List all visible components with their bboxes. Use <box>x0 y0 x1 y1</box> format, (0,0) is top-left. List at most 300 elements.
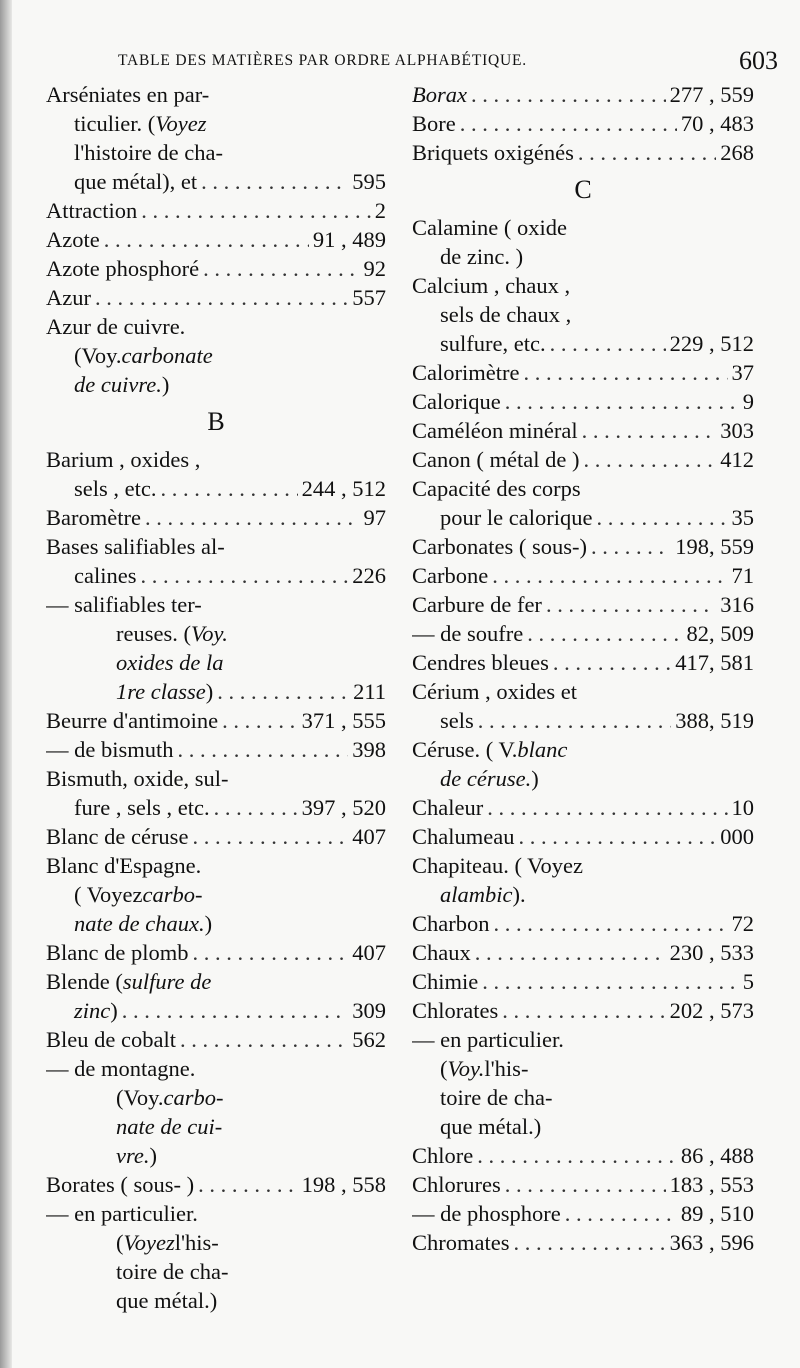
index-line <box>412 109 754 138</box>
index-entry <box>412 532 754 561</box>
index-line <box>412 474 754 503</box>
index-line <box>46 341 386 370</box>
entry-text-italic: de céruse. <box>440 766 532 791</box>
page-reference: 2 <box>374 198 386 223</box>
entry-text: Borates ( sous- ) <box>46 1172 195 1197</box>
entry-text-italic: sulfure de <box>122 969 212 994</box>
page-reference: 595 <box>352 169 386 194</box>
index-line <box>46 532 386 561</box>
index-entry <box>412 793 754 822</box>
index-line <box>46 312 386 341</box>
page-reference: 37 <box>731 360 754 385</box>
index-entry <box>46 590 386 706</box>
index-entry <box>412 590 754 619</box>
entry-text: — en particulier. <box>412 1027 564 1052</box>
entry-text-italic: Voyez <box>155 111 207 136</box>
dot-leader <box>513 1228 665 1257</box>
dot-leader <box>482 967 739 996</box>
page-reference: 417, 581 <box>675 650 754 675</box>
page-reference: 71 <box>731 563 754 588</box>
index-line <box>412 1199 754 1228</box>
index-line <box>412 880 754 909</box>
index-entry <box>412 1141 754 1170</box>
index-entry <box>412 1199 754 1228</box>
entry-text: que métal.) <box>116 1288 218 1313</box>
index-entry <box>46 312 386 399</box>
index-line <box>412 1112 754 1141</box>
entry-text: Carbure de fer <box>412 592 542 617</box>
index-line <box>46 793 386 822</box>
index-entry <box>46 196 386 225</box>
index-entry <box>412 1170 754 1199</box>
running-head <box>118 46 778 76</box>
dot-leader <box>583 445 716 474</box>
index-line <box>412 590 754 619</box>
index-line <box>46 196 386 225</box>
entry-text: Baromètre <box>46 505 141 530</box>
index-entry <box>46 706 386 735</box>
index-line <box>412 1228 754 1257</box>
index-line <box>412 706 754 735</box>
page-reference: 86 , 488 <box>680 1143 754 1168</box>
index-entry <box>412 1228 754 1257</box>
dot-leader <box>140 561 348 590</box>
index-entry <box>412 1025 754 1141</box>
entry-text: — de soufre <box>412 621 524 646</box>
index-entry <box>412 138 754 167</box>
entry-text: — de montagne. <box>46 1056 196 1081</box>
index-line <box>46 1228 386 1257</box>
index-line <box>46 138 386 167</box>
page-reference: 72 <box>731 911 754 936</box>
section-letter: C <box>574 175 592 204</box>
index-line <box>412 1025 754 1054</box>
dot-leader <box>487 793 727 822</box>
entry-text-italic: Voy. <box>447 1056 485 1081</box>
entry-text: Bore <box>412 111 456 136</box>
dot-leader <box>475 938 666 967</box>
index-entry <box>412 938 754 967</box>
index-entry <box>46 1170 386 1199</box>
page-reference: 309 <box>352 998 386 1023</box>
dot-leader <box>494 909 728 938</box>
index-line <box>46 735 386 764</box>
entry-text-italic: Voy. <box>190 621 228 646</box>
dot-leader <box>192 938 348 967</box>
entry-text: Charbon <box>412 911 490 936</box>
index-line <box>412 1170 754 1199</box>
section-letter: B <box>207 407 225 436</box>
entry-text-italic: 1re classe <box>116 679 206 704</box>
index-entry <box>412 416 754 445</box>
entry-text: — de phosphore <box>412 1201 561 1226</box>
index-line <box>46 619 386 648</box>
index-line <box>412 909 754 938</box>
index-line <box>412 1083 754 1112</box>
index-entry <box>412 561 754 590</box>
index-entry <box>46 283 386 312</box>
dot-leader <box>582 416 717 445</box>
index-line <box>412 80 754 109</box>
entry-text: Azur <box>46 285 91 310</box>
entry-text: Beurre d'antimoine <box>46 708 219 733</box>
index-entry <box>412 619 754 648</box>
entry-text-italic: Borax <box>412 82 467 107</box>
index-column-right <box>412 80 754 1257</box>
index-line <box>46 80 386 109</box>
entry-text: (Voy. <box>74 343 122 368</box>
entry-text: Calorimètre <box>412 360 520 385</box>
entry-text-italic: alambic <box>440 882 513 907</box>
index-line <box>46 677 386 706</box>
entry-text: Bismuth, oxide, sul- <box>46 766 229 791</box>
page-reference: 5 <box>742 969 754 994</box>
index-line <box>412 648 754 677</box>
entry-text: calines <box>74 563 137 588</box>
entry-text: Carbone <box>412 563 489 588</box>
dot-leader <box>505 1170 666 1199</box>
entry-text-italic: nate de cui- <box>116 1114 223 1139</box>
page-reference: 407 <box>352 824 386 849</box>
index-line <box>412 300 754 329</box>
page-reference: 562 <box>352 1027 386 1052</box>
dot-leader <box>217 677 349 706</box>
index-entry <box>412 967 754 996</box>
index-line <box>46 1170 386 1199</box>
index-line <box>46 1112 386 1141</box>
dot-leader <box>527 619 682 648</box>
entry-text-italic: oxides de la <box>116 650 224 675</box>
entry-text: pour le calorique <box>440 505 593 530</box>
entry-text-italic: Voyez <box>123 1230 175 1255</box>
index-entry <box>46 225 386 254</box>
entry-text: que métal), et <box>74 169 198 194</box>
index-entry <box>412 271 754 358</box>
index-line <box>412 532 754 561</box>
entry-text: Bases salifiables al- <box>46 534 225 559</box>
index-entry <box>412 358 754 387</box>
page-reference: 397 , 520 <box>301 795 386 820</box>
dot-leader <box>477 1141 677 1170</box>
page-reference: 202 , 573 <box>669 998 754 1023</box>
entry-text: Carbonates ( sous-) <box>412 534 587 559</box>
dot-leader <box>192 822 348 851</box>
index-entry <box>46 851 386 938</box>
index-line <box>46 1286 386 1315</box>
index-entry <box>46 822 386 851</box>
index-line <box>412 735 754 764</box>
page-reference: 229 , 512 <box>669 331 754 356</box>
index-line <box>46 109 386 138</box>
entry-text: Blanc de céruse <box>46 824 189 849</box>
dot-leader <box>198 1170 298 1199</box>
page-reference: 388, 519 <box>675 708 754 733</box>
entry-text: Briquets oxigénés <box>412 140 574 165</box>
page-reference: 230 , 533 <box>669 940 754 965</box>
dot-leader <box>578 138 716 167</box>
index-line <box>412 851 754 880</box>
entry-text: Chalumeau <box>412 824 515 849</box>
entry-text: de zinc. ) <box>440 244 524 269</box>
entry-text: Cendres bleues <box>412 650 549 675</box>
dot-leader <box>546 590 716 619</box>
index-line <box>412 445 754 474</box>
entry-text: Chlorures <box>412 1172 501 1197</box>
index-line <box>46 764 386 793</box>
index-line <box>46 880 386 909</box>
index-entry <box>46 1025 386 1054</box>
entry-text: Blende ( <box>46 969 123 994</box>
page-reference: 70 , 483 <box>680 111 754 136</box>
entry-text: Céruse. ( V. <box>412 737 518 762</box>
index-line <box>46 370 386 399</box>
entry-text: Azur de cuivre. <box>46 314 186 339</box>
entry-text: Calorique <box>412 389 501 414</box>
entry-text: Chapiteau. ( Voyez <box>412 853 584 878</box>
index-line <box>46 445 386 474</box>
entry-text: ( <box>116 1230 124 1255</box>
page-reference: 91 , 489 <box>312 227 386 252</box>
index-line <box>412 138 754 167</box>
index-line <box>46 996 386 1025</box>
entry-text: Arséniates en par- <box>46 82 210 107</box>
dot-leader <box>104 225 309 254</box>
dot-leader <box>518 822 716 851</box>
index-line <box>412 1054 754 1083</box>
entry-text: reuses. ( <box>116 621 191 646</box>
dot-leader <box>471 80 666 109</box>
index-line <box>412 996 754 1025</box>
page-reference: 198, 559 <box>675 534 754 559</box>
dot-leader <box>95 283 348 312</box>
index-line <box>46 254 386 283</box>
index-entry <box>46 764 386 822</box>
dot-leader <box>201 167 348 196</box>
dot-leader <box>502 996 665 1025</box>
entry-text: — salifiables ter- <box>46 592 202 617</box>
index-line <box>412 677 754 706</box>
index-entry <box>46 735 386 764</box>
page-reference: 183 , 553 <box>669 1172 754 1197</box>
page-reference: 226 <box>352 563 386 588</box>
dot-leader <box>122 996 349 1025</box>
index-line <box>46 225 386 254</box>
index-entry <box>412 80 754 109</box>
entry-text: — de bismuth <box>46 737 174 762</box>
index-entry <box>46 80 386 196</box>
index-line <box>46 283 386 312</box>
dot-leader <box>222 706 298 735</box>
entry-text: Azote phosphoré <box>46 256 200 281</box>
index-line <box>46 474 386 503</box>
index-line <box>46 1141 386 1170</box>
entry-text: toire de cha- <box>116 1259 229 1284</box>
index-entry <box>412 445 754 474</box>
index-line <box>412 822 754 851</box>
index-line <box>412 619 754 648</box>
entry-text: que métal.) <box>440 1114 542 1139</box>
entry-text: ) <box>205 679 214 704</box>
index-entry <box>412 822 754 851</box>
entry-text: ) <box>161 372 170 397</box>
index-entry <box>412 213 754 271</box>
page-reference: 35 <box>731 505 754 530</box>
entry-text: l'histoire de cha- <box>74 140 223 165</box>
dot-leader <box>180 1025 348 1054</box>
index-entry <box>412 909 754 938</box>
index-line <box>412 967 754 996</box>
dot-leader <box>505 387 739 416</box>
page-reference: 89 , 510 <box>680 1201 754 1226</box>
dot-leader <box>523 358 727 387</box>
page-spine-shadow <box>0 0 12 1368</box>
index-entry <box>412 648 754 677</box>
dot-leader <box>214 793 298 822</box>
dot-leader <box>160 474 297 503</box>
index-entry <box>412 851 754 909</box>
entry-text: Attraction <box>46 198 138 223</box>
page-reference: 277 , 559 <box>669 82 754 107</box>
page-reference: 9 <box>742 389 754 414</box>
entry-text: Chaleur <box>412 795 484 820</box>
index-line <box>46 648 386 677</box>
entry-text-italic: carbonate <box>121 343 213 368</box>
entry-text: Cérium , oxides et <box>412 679 577 704</box>
page-reference: 244 , 512 <box>301 476 386 501</box>
index-line <box>412 358 754 387</box>
index-line <box>46 938 386 967</box>
dot-leader <box>596 503 727 532</box>
index-line <box>412 242 754 271</box>
entry-text: Capacité des corps <box>412 476 581 501</box>
index-entry <box>46 967 386 1025</box>
index-line <box>412 271 754 300</box>
index-line <box>412 1141 754 1170</box>
index-entry <box>412 735 754 793</box>
dot-leader <box>141 196 371 225</box>
page-reference: 211 <box>353 679 386 704</box>
entry-text-italic: carbo- <box>142 882 203 907</box>
page-reference: 303 <box>720 418 754 443</box>
page-reference: 10 <box>731 795 754 820</box>
entry-text: Chaux <box>412 940 471 965</box>
index-entry <box>46 1199 386 1315</box>
entry-text: Barium , oxides , <box>46 447 201 472</box>
entry-text: ) <box>110 998 118 1023</box>
entry-text: Calcium , chaux , <box>412 273 571 298</box>
index-entry <box>412 109 754 138</box>
entry-text: Chromates <box>412 1230 510 1255</box>
page-reference: 407 <box>352 940 386 965</box>
entry-text: ticulier. ( <box>74 111 156 136</box>
entry-text: Canon ( métal de ) <box>412 447 580 472</box>
dot-leader <box>203 254 359 283</box>
entry-text: fure , sels , etc. <box>74 795 210 820</box>
index-line <box>46 503 386 532</box>
entry-text: sels <box>440 708 474 733</box>
page-reference: 398 <box>352 737 386 762</box>
entry-text: Blanc de plomb <box>46 940 189 965</box>
dot-leader <box>145 503 360 532</box>
index-line <box>412 416 754 445</box>
entry-text-italic: blanc <box>517 737 568 762</box>
index-line <box>412 764 754 793</box>
page-reference: 92 <box>363 256 386 281</box>
index-column-left <box>46 80 386 1315</box>
index-line <box>412 503 754 532</box>
index-line <box>46 590 386 619</box>
index-entry <box>46 532 386 590</box>
entry-text: ( Voyez <box>74 882 143 907</box>
page-reference: 557 <box>352 285 386 310</box>
index-line <box>46 1054 386 1083</box>
index-line <box>412 213 754 242</box>
entry-text: Chlorates <box>412 998 499 1023</box>
index-entry <box>46 938 386 967</box>
index-line <box>46 1025 386 1054</box>
index-entry <box>46 254 386 283</box>
page-reference: 412 <box>720 447 754 472</box>
index-entry <box>412 474 754 532</box>
index-line <box>46 909 386 938</box>
entry-text: Chimie <box>412 969 479 994</box>
index-entry <box>412 677 754 735</box>
index-line <box>46 1199 386 1228</box>
entry-text: ( <box>440 1056 448 1081</box>
index-entry <box>412 996 754 1025</box>
entry-text: ) <box>149 1143 158 1168</box>
entry-text: — en particulier. <box>46 1201 198 1226</box>
index-line <box>46 967 386 996</box>
index-line <box>46 851 386 880</box>
index-line <box>46 1083 386 1112</box>
entry-text-italic: de cuivre. <box>74 372 162 397</box>
entry-text: ) <box>531 766 539 791</box>
index-line <box>412 938 754 967</box>
entry-text: Blanc d'Espagne. <box>46 853 202 878</box>
entry-text: (Voy. <box>116 1085 164 1110</box>
entry-text: toire de cha- <box>440 1085 553 1110</box>
index-entry <box>46 445 386 503</box>
dot-leader <box>553 648 671 677</box>
entry-text: sulfure, etc. <box>440 331 546 356</box>
entry-text: sels de chaux , <box>440 302 572 327</box>
dot-leader <box>178 735 349 764</box>
entry-text-italic: vre. <box>116 1143 150 1168</box>
page-reference: 97 <box>363 505 386 530</box>
index-entry <box>46 1054 386 1170</box>
page-reference: 268 <box>720 140 754 165</box>
entry-text-italic: carbo- <box>163 1085 224 1110</box>
index-line <box>46 706 386 735</box>
index-line <box>412 329 754 358</box>
index-line <box>412 561 754 590</box>
dot-leader <box>478 706 672 735</box>
dot-leader <box>565 1199 677 1228</box>
entry-text: sels , etc. <box>74 476 157 501</box>
page-reference: 363 , 596 <box>669 1230 754 1255</box>
entry-text-italic: nate de chaux. <box>74 911 205 936</box>
index-line <box>412 387 754 416</box>
entry-text: Azote <box>46 227 100 252</box>
dot-leader <box>591 532 671 561</box>
entry-text: l'his- <box>484 1056 529 1081</box>
page-number: 603 <box>739 46 778 75</box>
entry-text: ). <box>512 882 526 907</box>
index-line <box>46 1257 386 1286</box>
entry-text: l'his- <box>174 1230 219 1255</box>
page-reference: 000 <box>720 824 754 849</box>
